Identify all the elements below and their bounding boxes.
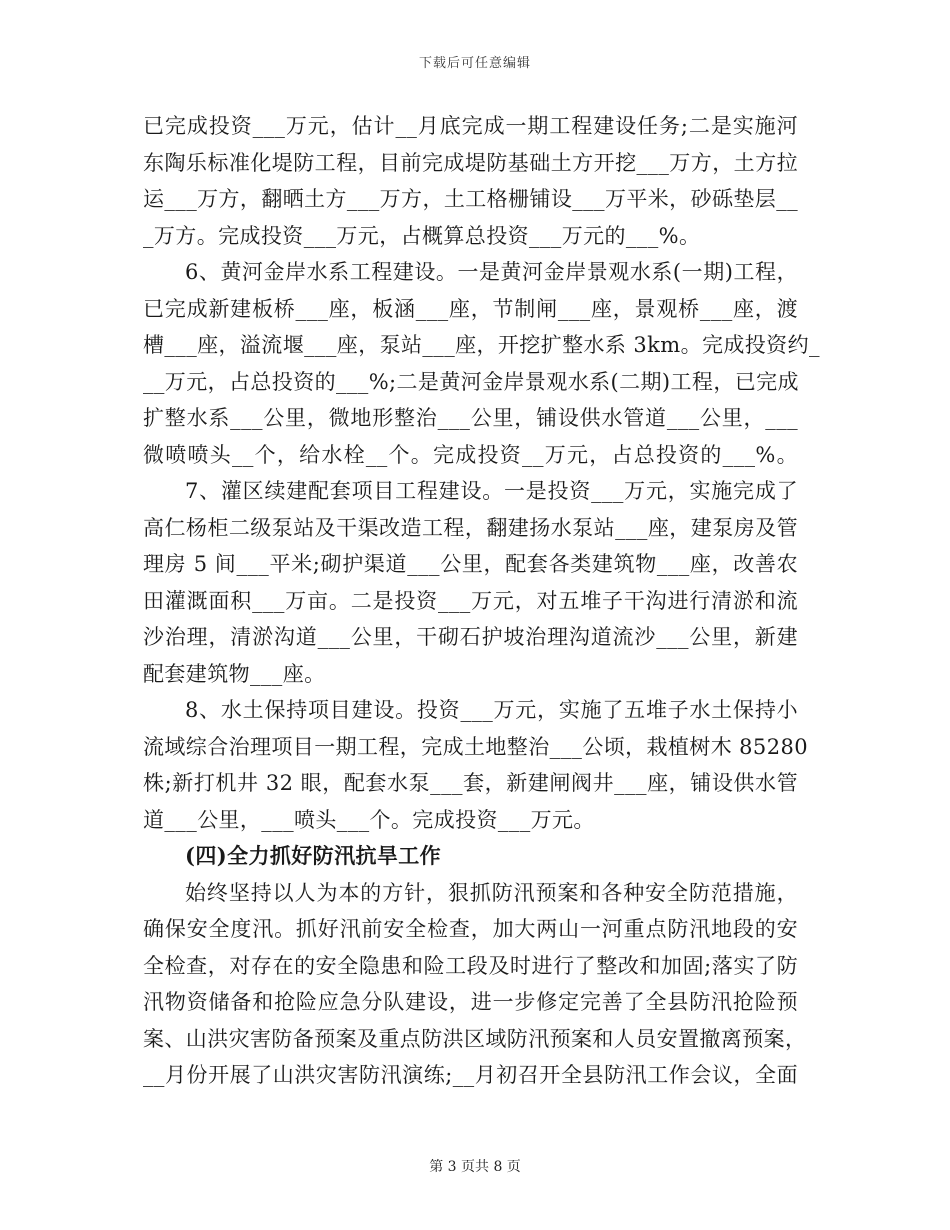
text-line: 已完成投资___万元，估计__月底完成一期工程建设任务;二是实施河 <box>143 114 798 138</box>
text-line: __万元，占总投资的___%;二是黄河金岸景观水系(二期)工程，已完成 <box>143 369 799 394</box>
text-line: 确保安全度汛。抓好汛前安全检查，加大两山一河重点防汛地段的安 <box>143 917 798 941</box>
text-line: _万方。完成投资___万元，占概算总投资___万元的___%。 <box>143 223 701 248</box>
text-line: __月份开展了山洪灾害防汛演练;__月初召开全县防汛工作会议，全面 <box>143 1063 798 1087</box>
text-line: 配套建筑物___座。 <box>143 661 326 686</box>
text-line: 8、水土保持项目建设。投资___万元，实施了五堆子水土保持小 <box>185 698 798 722</box>
text-line: 始终坚持以人为本的方针，狠抓防汛预案和各种安全防范措施， <box>185 880 798 905</box>
document-body <box>143 108 820 1094</box>
text-line: 7、灌区续建配套项目工程建设。一是投资___万元，实施完成了 <box>185 479 798 503</box>
text-line: 沙治理，清淤沟道___公里，干砌石护坡治理沟道流沙___公里，新建 <box>143 625 798 649</box>
text-line: 道___公里，___喷头___个。完成投资___万元。 <box>143 807 595 832</box>
text-line: 扩整水系___公里，微地形整治___公里，铺设供水管道___公里，___ <box>143 406 798 430</box>
text-line: 已完成新建板桥___座，板涵___座，节制闸___座，景观桥___座，渡 <box>143 296 798 321</box>
text-line: 流域综合治理项目一期工程，完成土地整治___公顷，栽植树木 85280 <box>143 734 808 759</box>
text-line: 株;新打机井 32 眼，配套水泵___套，新建闸阀井___座，铺设供水管 <box>143 771 798 795</box>
text-line: 田灌溉面积___万亩。二是投资___万元，对五堆子干沟进行清淤和流 <box>143 588 798 613</box>
text-line: 运___万方，翻晒土方___万方，土工格栅铺设___万平米，砂砾垫层__ <box>143 187 798 211</box>
text-line: 全检查，对存在的安全隐患和险工段及时进行了整改和加固;落实了防 <box>143 953 798 978</box>
text-line: 微喷喷头__个，给水栓__个。完成投资__万元，占总投资的___%。 <box>143 442 798 467</box>
text-line: 东陶乐标准化堤防工程，目前完成堤防基础土方开挖___万方，土方拉 <box>143 150 798 175</box>
section-heading: (四)全力抓好防汛抗旱工作 <box>185 843 442 868</box>
text-line: 理房 5 间___平米;砌护渠道___公里，配套各类建筑物___座，改善农 <box>143 552 798 576</box>
page-footer: 第 3 页共 8 页 <box>429 1159 521 1175</box>
text-line: 案、山洪灾害防备预案及重点防洪区域防汛预案和人员安置撤离预案， <box>143 1026 807 1051</box>
text-line: 槽___座，溢流堰___座，泵站___座，开挖扩整水系 3km。完成投资约_ <box>143 333 820 357</box>
page-header: 下载后可任意编辑 <box>418 56 531 71</box>
text-line: 6、黄河金岸水系工程建设。一是黄河金岸景观水系(一期)工程， <box>185 260 798 284</box>
text-line: 高仁杨柜二级泵站及干渠改造工程，翻建扬水泵站___座，建泵房及管 <box>143 515 798 540</box>
text-line: 汛物资储备和抢险应急分队建设，进一步修定完善了全县防汛抢险预 <box>143 990 798 1014</box>
